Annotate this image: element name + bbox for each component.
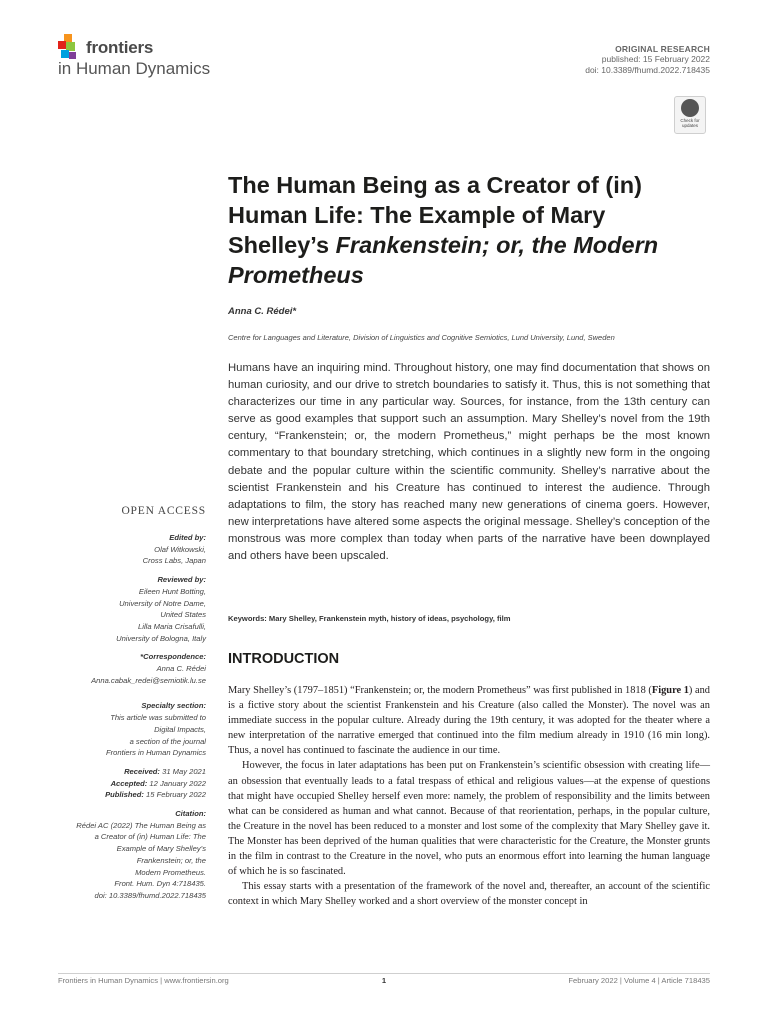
accepted-label: Accepted: (110, 778, 148, 788)
article-info-sidebar (38, 532, 206, 902)
specialty-line-3: a section of the journal (129, 736, 206, 746)
title-line-3 (228, 230, 728, 260)
keywords: Keywords: Mary Shelley, Frankenstein myth, history of ideas, psychology, film (228, 614, 511, 623)
journal-name: in Human Dynamics (58, 59, 211, 78)
title-line-3-plain: Shelley’s (228, 232, 336, 258)
citation-line-4: Frankenstein; or, the (136, 855, 206, 865)
accepted-date: 12 January 2022 (149, 778, 206, 788)
reviewer-1-country: United States (160, 610, 206, 620)
accepted-line (38, 778, 206, 790)
author-affiliation: Centre for Languages and Literature, Division of Linguistics and Cognitive Semiotics, Lund University, Lund, Sweden (228, 333, 615, 342)
author-name[interactable]: Anna C. Rédei* (228, 306, 297, 317)
title-line-1: The Human Being as a Creator of (in) (228, 172, 642, 198)
title-line-2: Human Life: The Example of Mary (228, 202, 606, 228)
received-date: 31 May 2021 (162, 766, 206, 776)
section-heading-introduction: INTRODUCTION (228, 651, 340, 667)
citation-doi[interactable]: doi: 10.3389/fhumd.2022.718435 (94, 890, 206, 900)
editor-name: Olaf Witkowski, (154, 544, 206, 554)
citation-line-5: Modern Prometheus. (135, 867, 206, 877)
specialty-line-2: Digital Impacts, (154, 724, 206, 734)
abstract: Humans have an inquiring mind. Throughout history, one may find documentation that shows on human curiosity, and our drive to stretch boundaries to satisfy it. Thus, this is not something that characterizes our time in any particular way. Sources, for instance, from the 13th century can serve as good examples that support such an assumption. Mary Shelley’s novel from the 19th century, “Frankenstein; or, the modern Prometheus,” might perhaps be the most known commentary to that boundary stretching, which continues in a slightly new form in the ongoing debate and the popular culture within the scientific community. Shelley’s narrative about the scientist Frankenstein and his Creature has continued to interest the audience. Through adaptations to film, the story has reached many new generations of cinema goers. However, new interpretations have altered some aspects the original message. Shelley’s conception of the monstrous was more complex than today when parts of the narrative have been downplayed and others have been upscaled. (228, 362, 710, 563)
title-line-4-italic: Prometheus (228, 262, 364, 288)
reviewer-2-affiliation: University of Bologna, Italy (116, 633, 206, 643)
correspondence-email[interactable]: Anna.cabak_redei@semiotik.lu.se (91, 675, 206, 685)
citation-line-6: Front. Hum. Dyn 4:718435. (114, 879, 206, 889)
citation-label: Citation: (175, 809, 206, 819)
reviewed-by-label: Reviewed by: (157, 575, 206, 585)
introduction-body (228, 683, 710, 909)
correspondence-name: Anna C. Rédei (156, 664, 206, 674)
reviewer-1-name: Eileen Hunt Botting, (138, 586, 206, 596)
citation-line-1: Rédei AC (2022) The Human Being as (76, 820, 206, 830)
title-line-4 (228, 260, 728, 290)
page-number: 1 (381, 976, 387, 985)
article-doi[interactable]: doi: 10.3389/fhumd.2022.718435 (585, 65, 710, 75)
citation-line-2: a Creator of (in) Human Life: The (94, 832, 206, 842)
article-title (228, 170, 728, 290)
specialty-line-1: This article was submitted to (110, 713, 206, 723)
published-line (38, 789, 206, 801)
reviewer-2-name: Lilla Maria Crisafulli, (138, 621, 206, 631)
check-updates-label: Check for updates (680, 118, 700, 128)
open-access-label: OPEN ACCESS (121, 505, 206, 517)
intro-paragraph-1 (228, 683, 710, 758)
editor-affiliation: Cross Labs, Japan (142, 556, 206, 566)
title-line-3-italic: Frankenstein; or, the Modern (335, 232, 659, 258)
specialty-line-4: Frontiers in Human Dynamics (105, 748, 206, 758)
correspondence-label: *Correspondence: (140, 652, 206, 662)
intro-paragraph-2: However, the focus in later adaptations has been put on Frankenstein’s scientific obsession with creating life—an obsession that eventually leads to a fatal trespass of ethical and religious values—at the expense of questions that might have occupied Shelley herself even more: namely, the problem of responsibility and the limits between what can be considered as human and what cannot. Because of that reorientation, perhaps, in the popular culture, the Creature in the novel has been reduced to a monster and lost some of the complexity that Mary Shelley gave it. The Monster has been deprived of the human qualities that were characteristic for the Creature, the Monster grunts in the film in contrast to the Creature in the novel, who puts an enormous effort into learning the human language of which he is so fascinated. (228, 760, 710, 878)
check-for-updates-badge[interactable] (674, 96, 706, 134)
article-type: ORIGINAL RESEARCH (615, 44, 710, 54)
check-updates-icon (681, 99, 699, 117)
footer-journal-link[interactable]: Frontiers in Human Dynamics | www.frontiersin.org (58, 976, 229, 985)
received-line (38, 766, 206, 778)
specialty-section-label: Specialty section: (141, 701, 206, 711)
footer-issue-info: February 2022 | Volume 4 | Article 718435 (568, 976, 710, 985)
published-date-sidebar: 15 February 2022 (146, 790, 206, 800)
received-label: Received: (124, 766, 160, 776)
edited-by-label: Edited by: (169, 533, 206, 542)
reviewer-1-affiliation: University of Notre Dame, (119, 598, 206, 608)
published-date: published: 15 February 2022 (601, 54, 710, 64)
intro-paragraph-3: This essay starts with a presentation of the framework of the novel and, thereafter, an account of the scientific context in which Mary Shelley worked and a short overview of the monster concept in (228, 881, 710, 908)
published-label: Published: (105, 790, 144, 800)
journal-logo[interactable] (58, 34, 258, 80)
logo-wordmark: frontiers (86, 38, 154, 57)
intro-p1-start: Mary Shelley’s (1797–1851) “Frankenstein; or, the modern Prometheus” was first published in 1818 ( (228, 685, 652, 696)
intro-p1-end: ) and is a fictive story about the scientist Frankenstein and his Creature (also called the Monster). The novel was an immediate success in the popular culture. Already during the 19th century, it was adopted for the theater where a new interpretation of the narrative emerged that continued into the film medium already in 1910 (16 min long). Thus, a novel has continued to fascinate the audience in our time. (228, 685, 710, 757)
figure-1-link[interactable]: Figure 1 (651, 685, 689, 696)
citation-line-3: Example of Mary Shelley’s (116, 844, 206, 854)
page-footer (58, 973, 710, 985)
article-meta-header (450, 44, 710, 76)
